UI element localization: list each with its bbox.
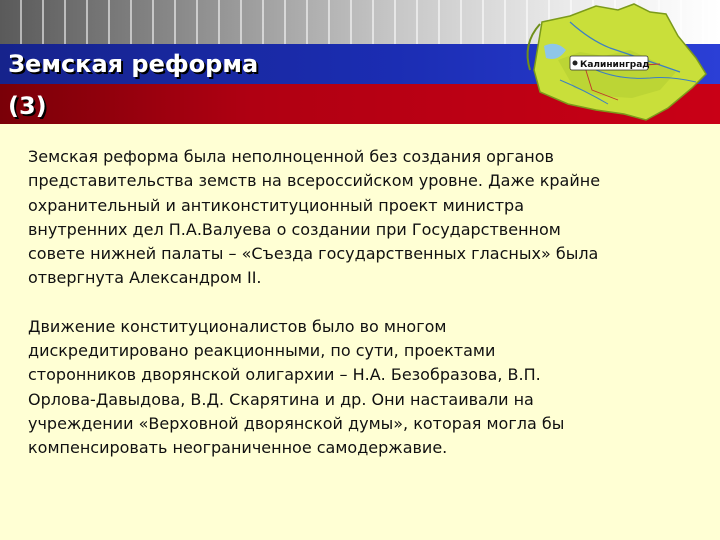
paragraph-1: Земская реформа была неполноценной без создания органов представительства земств на всероссийском уровне. Даже крайне охранительный и антиконституционный проект министра внутренних дел П.А.Валуева о создании при Государственном совете нижней палаты – «Съезда государственных гласных» была отвергнута Александром II. [28, 147, 601, 288]
slide-body [28, 145, 603, 461]
slide-title-number: (3) [8, 92, 47, 120]
paragraph-2: Движение конституционалистов было во многом дискредитировано реакционными, по сути, проектами сторонников дворянской олигархии – Н.А. Безобразова, В.П. Орлова-Давыдова, В.Д. Скарятина и др. Они настаивали на учреждении «Верховной дворянской думы», которая могла бы компенсировать неограниченное самодержавие. [28, 316, 565, 458]
kaliningrad-map-icon [500, 0, 720, 130]
map-city-label: Калининград [580, 60, 650, 70]
slide-title: Земская реформа [8, 50, 259, 78]
